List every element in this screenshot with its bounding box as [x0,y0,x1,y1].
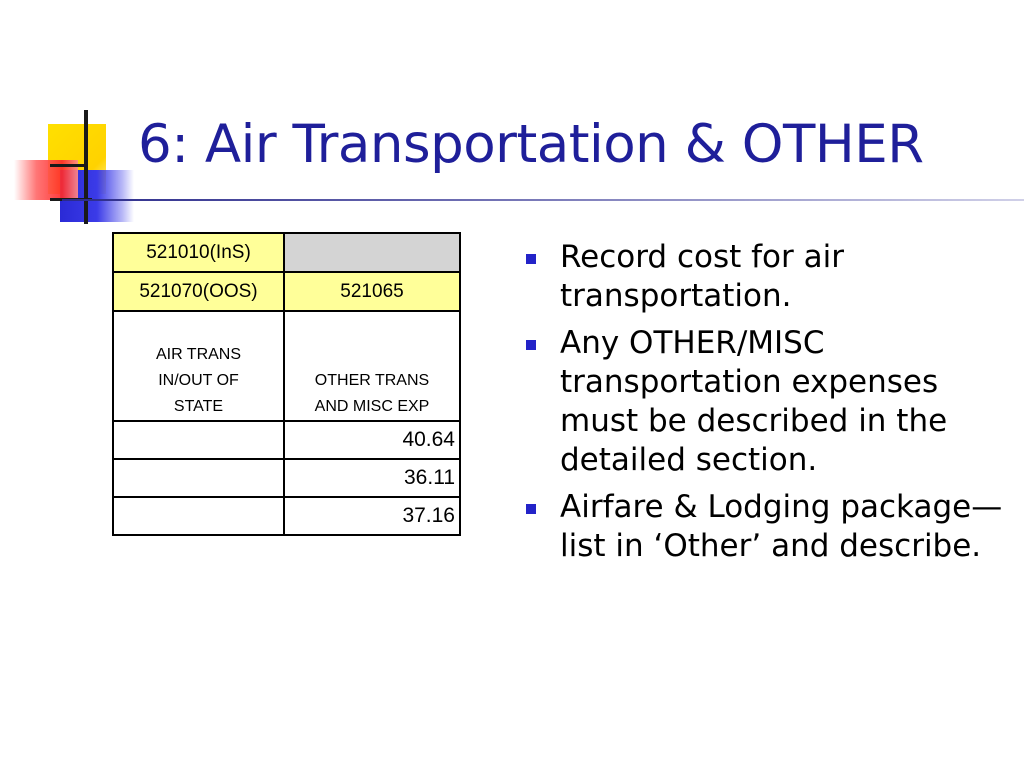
account-code-cell: 521010(InS) [113,233,284,272]
table-row [113,421,460,459]
bullet-text: Any OTHER/MISC transportation expenses must be described in the detailed section. [560,325,948,478]
table-cell [113,421,284,459]
title-underline [62,199,1024,201]
empty-gray-cell [284,233,460,272]
logo-horizontal-line [50,164,88,167]
table-row [113,497,460,535]
bullet-item [516,324,1006,480]
description-line: STATE [173,398,224,415]
table-cell [113,497,284,535]
description-line: AIR TRANS [155,346,242,363]
description-line: OTHER TRANS [314,372,430,389]
column-description [284,311,460,421]
table-cell [113,459,284,497]
table-description-row [113,311,460,421]
bullet-list [516,238,1006,574]
account-code-cell: 521070(OOS) [113,272,284,311]
table-cell: 40.64 [284,421,460,459]
table-header-row [113,233,460,272]
description-line: IN/OUT OF [158,372,239,389]
account-code-cell: 521065 [284,272,460,311]
description-line: AND MISC EXP [314,398,430,415]
bullet-item [516,238,1006,316]
bullet-text: Record cost for air transportation. [560,239,844,314]
table-cell: 36.11 [284,459,460,497]
bullet-item [516,488,1006,566]
square-bullet-icon [526,504,536,514]
square-bullet-icon [526,340,536,350]
table-cell: 37.16 [284,497,460,535]
column-description [113,311,284,421]
table-header-row [113,272,460,311]
square-bullet-icon [526,254,536,264]
logo-vertical-line [84,110,88,224]
table-row [113,459,460,497]
slide-title: 6: Air Transportation & OTHER [138,114,924,175]
bullet-text: Airfare & Lodging package—list in ‘Other’ and describe. [560,489,1003,564]
account-table [112,232,461,536]
